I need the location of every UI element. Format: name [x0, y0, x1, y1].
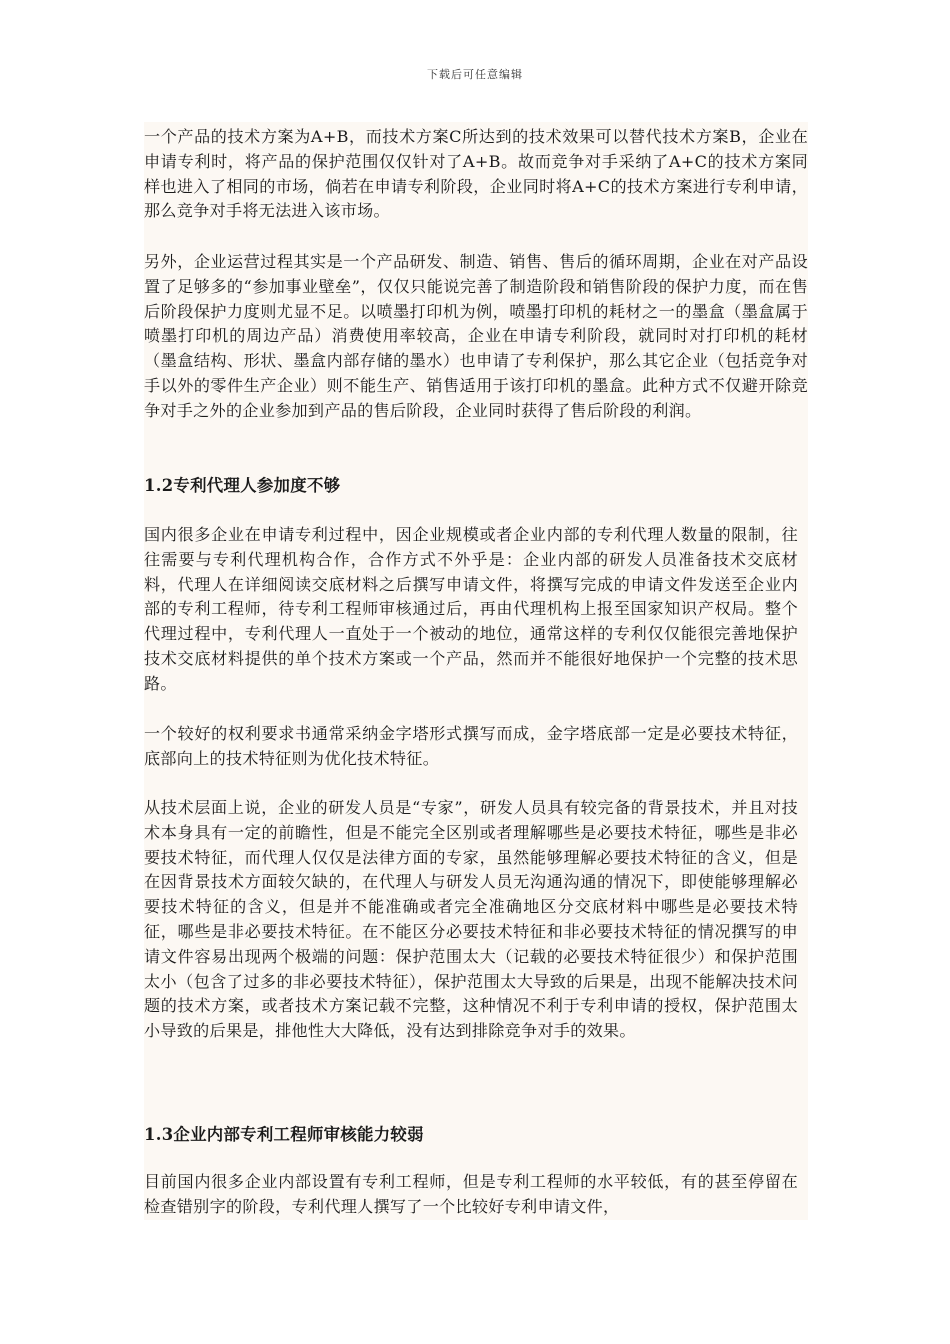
section-heading: 1.2专利代理人参加度不够 [144, 476, 341, 495]
section-heading: 1.3企业内部专利工程师审核能力较弱 [144, 1125, 424, 1144]
paragraph: 目前国内很多企业内部设置有专利工程师，但是专利工程师的水平较低，有的甚至停留在检查错别字的阶段，专利代理人撰写了一个比较好专利申请文件， [144, 1172, 798, 1216]
document-body [144, 122, 808, 1220]
paragraph: 一个产品的技术方案为A+B，而技术方案C所达到的技术效果可以替代技术方案B，企业在申请专利时，将产品的保护范围仅仅针对了A+B。故而竞争对手采纳了A+C的技术方案同样也进入了相同的市场，倘若在申请专利阶段，企业同时将A+C的技术方案进行专利申请，那么竞争对手将无法进入该市场。 [144, 127, 808, 221]
paragraph: 一个较好的权利要求书通常采纳金字塔形式撰写而成，金字塔底部一定是必要技术特征，底部向上的技术特征则为优化技术特征。 [144, 724, 798, 768]
paragraph: 从技术层面上说，企业的研发人员是“专家”，研发人员具有较完备的背景技术，并且对技术本身具有一定的前瞻性，但是不能完全区别或者理解哪些是必要技术特征，哪些是非必要技术特征，而代理人仅仅是法律方面的专家，虽然能够理解必要技术特征的含义，但是在因背景技术方面较欠缺的，在代理人与研发人员无沟通沟通的情况下，即使能够理解必要技术特征的含义，但是并不能准确或者完全准确地区分交底材料中哪些是必要技术特征，哪些是非必要技术特征。在不能区分必要技术特征和非必要技术特征的情况撰写的申请文件容易出现两个极端的问题：保护范围太大（记载的必要技术特征很少）和保护范围太小（包含了过多的非必要技术特征），保护范围太大导致的后果是，出现不能解决技术问题的技术方案，或者技术方案记载不完整，这种情况不利于专利申请的授权，保护范围太小导致的后果是，排他性大大降低，没有达到排除竞争对手的效果。 [144, 798, 798, 1041]
page-header: 下载后可任意编辑 [427, 68, 523, 81]
paragraph: 另外，企业运营过程其实是一个产品研发、制造、销售、售后的循环周期，企业在对产品设置了足够多的“参加事业壁垒”，仅仅只能说完善了制造阶段和销售阶段的保护力度，而在售后阶段保护力度则尤显不足。以喷墨打印机为例，喷墨打印机的耗材之一的墨盒（墨盒属于喷墨打印机的周边产品）消费使用率较高，企业在申请专利阶段，就同时对打印机的耗材（墨盒结构、形状、墨盒内部存储的墨水）也申请了专利保护，那么其它企业（包括竞争对手以外的零件生产企业）则不能生产、销售适用于该打印机的墨盒。此种方式不仅避开除竞争对手之外的企业参加到产品的售后阶段，企业同时获得了售后阶段的利润。 [144, 252, 808, 420]
paragraph: 国内很多企业在申请专利过程中，因企业规模或者企业内部的专利代理人数量的限制，往往需要与专利代理机构合作，合作方式不外乎是：企业内部的研发人员准备技术交底材料，代理人在详细阅读交底材料之后撰写申请文件，将撰写完成的申请文件发送至企业内部的专利工程师，待专利工程师审核通过后，再由代理机构上报至国家知识产权局。整个代理过程中，专利代理人一直处于一个被动的地位，通常这样的专利仅仅能很完善地保护技术交底材料提供的单个技术方案或一个产品，然而并不能很好地保护一个完整的技术思路。 [144, 525, 798, 693]
